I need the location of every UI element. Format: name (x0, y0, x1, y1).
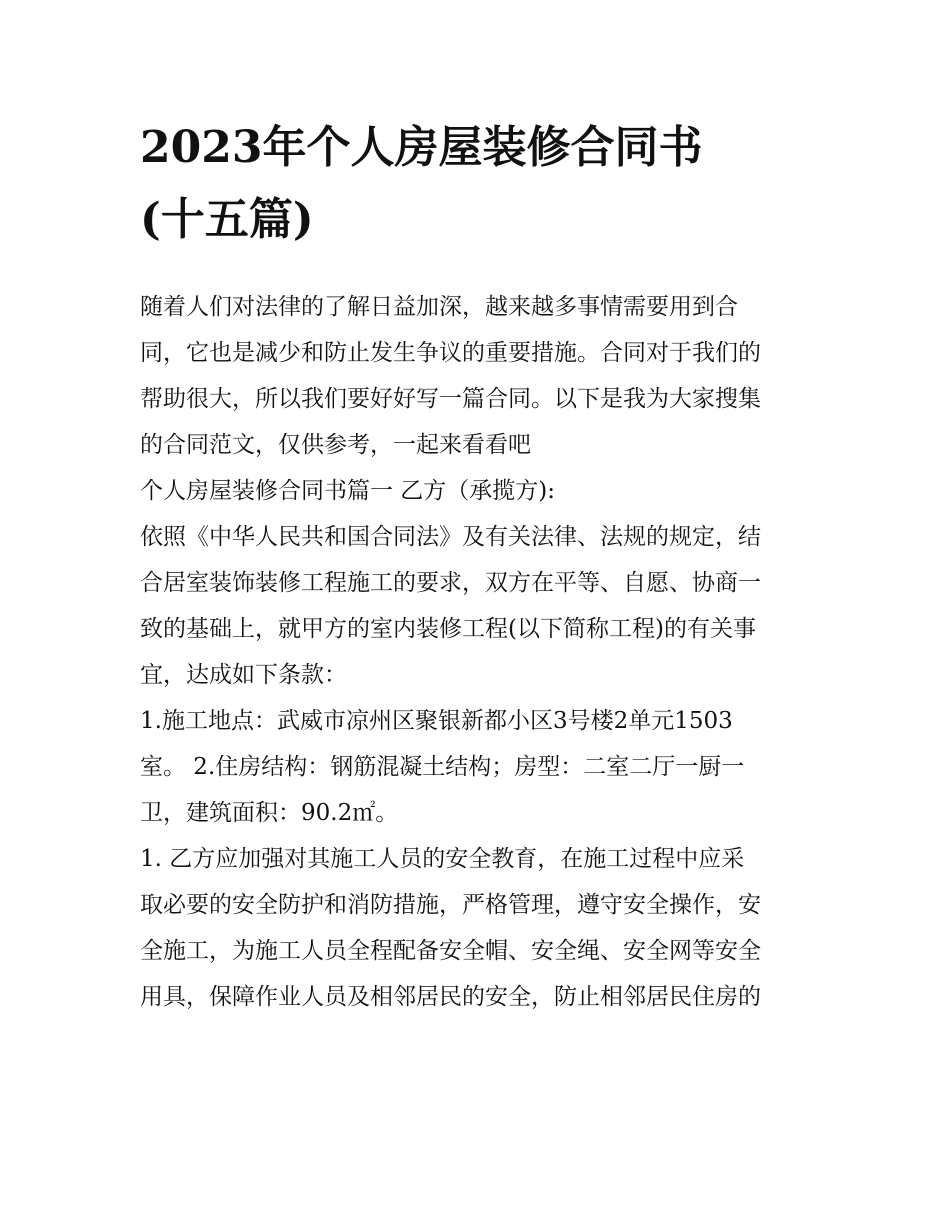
text-line: 全施工，为施工人员全程配备安全帽、安全绳、安全网等安全 (140, 938, 761, 964)
site-info-paragraph (140, 698, 812, 836)
document-title (140, 112, 812, 256)
text-line: 用具，保障作业人员及相邻居民的安全，防止相邻居民住房的 (140, 984, 761, 1010)
title-line: (十五篇) (140, 194, 314, 245)
safety-clause-paragraph (140, 836, 812, 1020)
text-line: 室。 2.住房结构：钢筋混凝土结构；房型：二室二厅一厨一 (140, 754, 745, 780)
section-heading (140, 468, 812, 514)
text-line: 的合同范文，仅供参考，一起来看看吧 (140, 432, 531, 458)
text-line: 1. 乙方应加强对其施工人员的安全教育，在施工过程中应采 (140, 846, 745, 872)
text-line: 1.施工地点：武威市凉州区聚银新都小区3号楼2单元1503 (140, 708, 733, 734)
text-line: 致的基础上，就甲方的室内装修工程(以下简称工程)的有关事 (140, 616, 756, 642)
preamble-paragraph (140, 514, 812, 698)
text-line: 宜，达成如下条款： (140, 662, 347, 688)
document-page (140, 112, 812, 1020)
text-line: 卫，建筑面积：90.2㎡。 (140, 800, 399, 826)
text-line: 个人房屋装修合同书篇一 乙方（承揽方): (140, 478, 556, 504)
title-line: 2023年个人房屋装修合同书 (140, 122, 703, 173)
text-line: 同，它也是减少和防止发生争议的重要措施。合同对于我们的 (140, 340, 761, 366)
intro-paragraph (140, 284, 812, 468)
text-line: 随着人们对法律的了解日益加深，越来越多事情需要用到合 (140, 294, 738, 320)
text-line: 取必要的安全防护和消防措施，严格管理，遵守安全操作，安 (140, 892, 761, 918)
document-body (140, 284, 812, 1020)
text-line: 依照《中华人民共和国合同法》及有关法律、法规的规定，结 (140, 524, 761, 550)
text-line: 合居室装饰装修工程施工的要求，双方在平等、自愿、协商一 (140, 570, 761, 596)
text-line: 帮助很大，所以我们要好好写一篇合同。以下是我为大家搜集 (140, 386, 761, 412)
